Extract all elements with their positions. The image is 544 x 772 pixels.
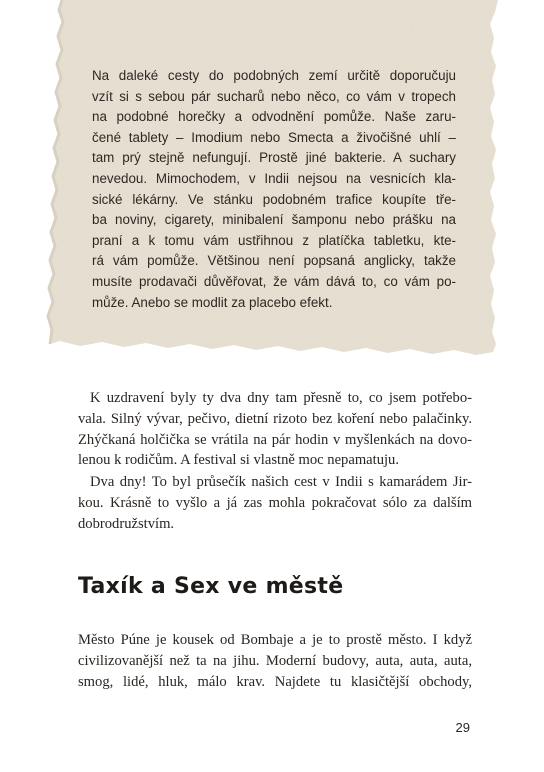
paragraph-line: Město Púne je kousek od Bombaje a je to prostě město. I když — [78, 632, 472, 648]
paragraph-line: Zhýčkaná holčička se vrátila na pár hodin v myšlenkách na dovo- — [78, 431, 472, 448]
sidebar-line: praní a k tomu vám ustřihnou z platíčka tabletku, kte- — [92, 232, 456, 248]
sidebar-line: Na daleké cesty do podobných zemí určitě doporučuju — [92, 68, 456, 83]
sidebar-text — [92, 66, 456, 313]
paragraph-line: vala. Silný vývar, pečivo, dietní rizoto bez koření nebo palačinky. — [78, 410, 472, 427]
sidebar-line: na podobné horečky a odvodnění pomůže. Naše zaru- — [92, 109, 456, 125]
sidebar-line: čené tablety – Imodium nebo Smecta a živočišné uhlí – — [92, 129, 456, 145]
sidebar-line: vzít si s sebou pár sucharů nebo něco, co vám v tropech — [92, 88, 456, 104]
page-number: 29 — [455, 720, 470, 735]
paragraph-line: lenou k rodičům. A festival si vlastně moc nepamatuju. — [78, 452, 399, 469]
sidebar-line: ba noviny, cigarety, minibalení šamponu nebo prášku na — [92, 212, 456, 228]
paragraph-recovery — [78, 388, 472, 471]
section-heading: Taxík a Sex ve městě — [78, 574, 344, 599]
paragraph-two-days — [78, 472, 472, 534]
paragraph-line: smog, lidé, hluk, málo krav. Najdete tu klasičtější obchody, — [78, 673, 472, 690]
paragraph-pune — [78, 630, 472, 692]
paragraph-line: K uzdravení byly ty dva dny tam přesně to, co jsem potřebo- — [90, 390, 472, 406]
sidebar-line: může. Anebo se modlit za placebo efekt. — [92, 294, 333, 310]
paragraph-line: dobrodružstvím. — [78, 515, 175, 532]
sidebar-line: musíte prodavači důvěřovat, že vám dává to, co vám po- — [92, 273, 456, 289]
paragraph-line: kou. Krásně to vyšlo a já zas mohla pokračovat sólo za dalším — [78, 494, 472, 511]
paragraph-line: civilizovanější než ta na jihu. Moderní budovy, auta, auta, auta, — [78, 652, 472, 669]
paragraph-line: Dva dny! To byl průsečík našich cest v Indii s kamarádem Jir- — [90, 474, 472, 490]
sidebar-line: nevedou. Mimochodem, v Indii nejsou na vesnicích kla- — [92, 170, 456, 186]
sidebar-line: rá vám pomůže. Většinou není popsaná anglicky, takže — [92, 253, 456, 269]
sidebar-line: tam prý stejně nefungují. Prostě jiné bakterie. A suchary — [92, 150, 456, 166]
sidebar-line: sické lékárny. Ve stánku podobném trafice koupíte tře- — [92, 191, 456, 207]
